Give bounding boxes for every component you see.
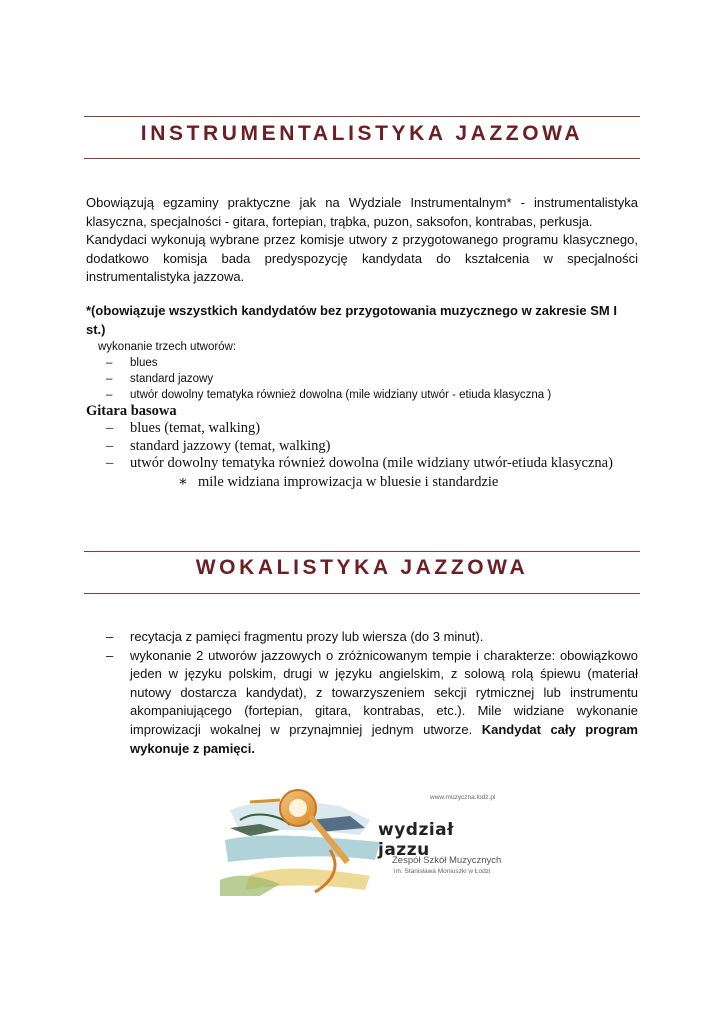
list-item: – utwór dowolny tematyka również dowolna (mile widziany utwór - etiuda klasyczna ) (86, 387, 638, 403)
intro-paragraph-1: Obowiązują egzaminy praktyczne jak na Wydziale Instrumentalnym* - instrumentalistyka klasyczna, specjalności - gitara, fortepian, trąbka, puzon, saksofon, kontrabas, perkusja. (86, 195, 638, 229)
section1-intro (86, 194, 638, 287)
section1-title: INSTRUMENTALISTYKA JAZZOWA (140, 122, 584, 145)
section2-bottom-rule (84, 593, 640, 594)
logo-url: www.muzyczna.lodz.pl (430, 794, 496, 801)
list-item: – standard jazowy (86, 371, 638, 387)
section2-title: WOKALISTYKA JAZZOWA (195, 556, 529, 579)
section1-note (86, 302, 638, 403)
bass-heading: Gitara basowa (86, 403, 177, 419)
item2-text: wykonanie 2 utworów jazzowych o zróżnicowanym tempie i charakterze: obowiązkowo jeden w języku polskim, drugi w języku angielskim, z solową rolą śpiewu (materiał nutowy dostarcza kandydat), z towarzyszeniem sekcji rytmicznej lub instrumentu akompaniującego (fortepian, gitara, kontrabas, etc.). Mile widziane wykonanie improwizacji wokalnej w przynajmniej jednym utworze. (130, 647, 638, 737)
intro-paragraph-2: Kandydaci wykonują wybrane przez komisje utwory z przygotowanego programu klasycznego, dodatkowo komisja bada predyspozycję kandydata do kształcenia w specjalności instrumentalistyka jazzowa. (86, 232, 638, 284)
list-item: – recytacja z pamięci fragmentu prozy lub wiersza (do 3 minut). (86, 628, 638, 647)
trombone-logo-art (220, 780, 385, 898)
list-item: – blues (86, 355, 638, 371)
section1-bottom-rule (84, 158, 640, 159)
item2-bold: Kandydat cały program wykonuje z pamięci. (130, 721, 638, 756)
note-bold: *(obowiązuje wszystkich kandydatów bez przygotowania muzycznego w zakresie SM I st.) (86, 303, 617, 337)
list-item (86, 647, 638, 759)
bass-section (86, 402, 638, 491)
asterisk-icon: ∗ (178, 473, 188, 490)
bass-star-text: mile widziana improwizacja w bluesie i standardzie (198, 473, 499, 490)
note-list (86, 355, 638, 403)
section1-top-rule (84, 116, 640, 117)
bass-list (86, 420, 638, 473)
wokal-list (86, 628, 638, 758)
logo-school: Zespół Szkół Muzycznych (392, 855, 502, 866)
list-item: – blues (temat, walking) (86, 420, 638, 438)
list-item: – standard jazzowy (temat, walking) (86, 438, 638, 456)
logo-school-sub: im. Stanisława Moniuszki w Łodzi (394, 868, 491, 875)
list-item: – utwór dowolny tematyka również dowolna (mile widziany utwór-etiuda klasyczna) (86, 455, 638, 473)
section2-top-rule (84, 551, 640, 552)
section2-list-block (86, 628, 638, 758)
logo-title: wydział jazzu (378, 820, 454, 860)
note-sub: wykonanie trzech utworów: (98, 341, 237, 353)
school-logo (220, 780, 510, 898)
bass-star-line (86, 473, 638, 491)
